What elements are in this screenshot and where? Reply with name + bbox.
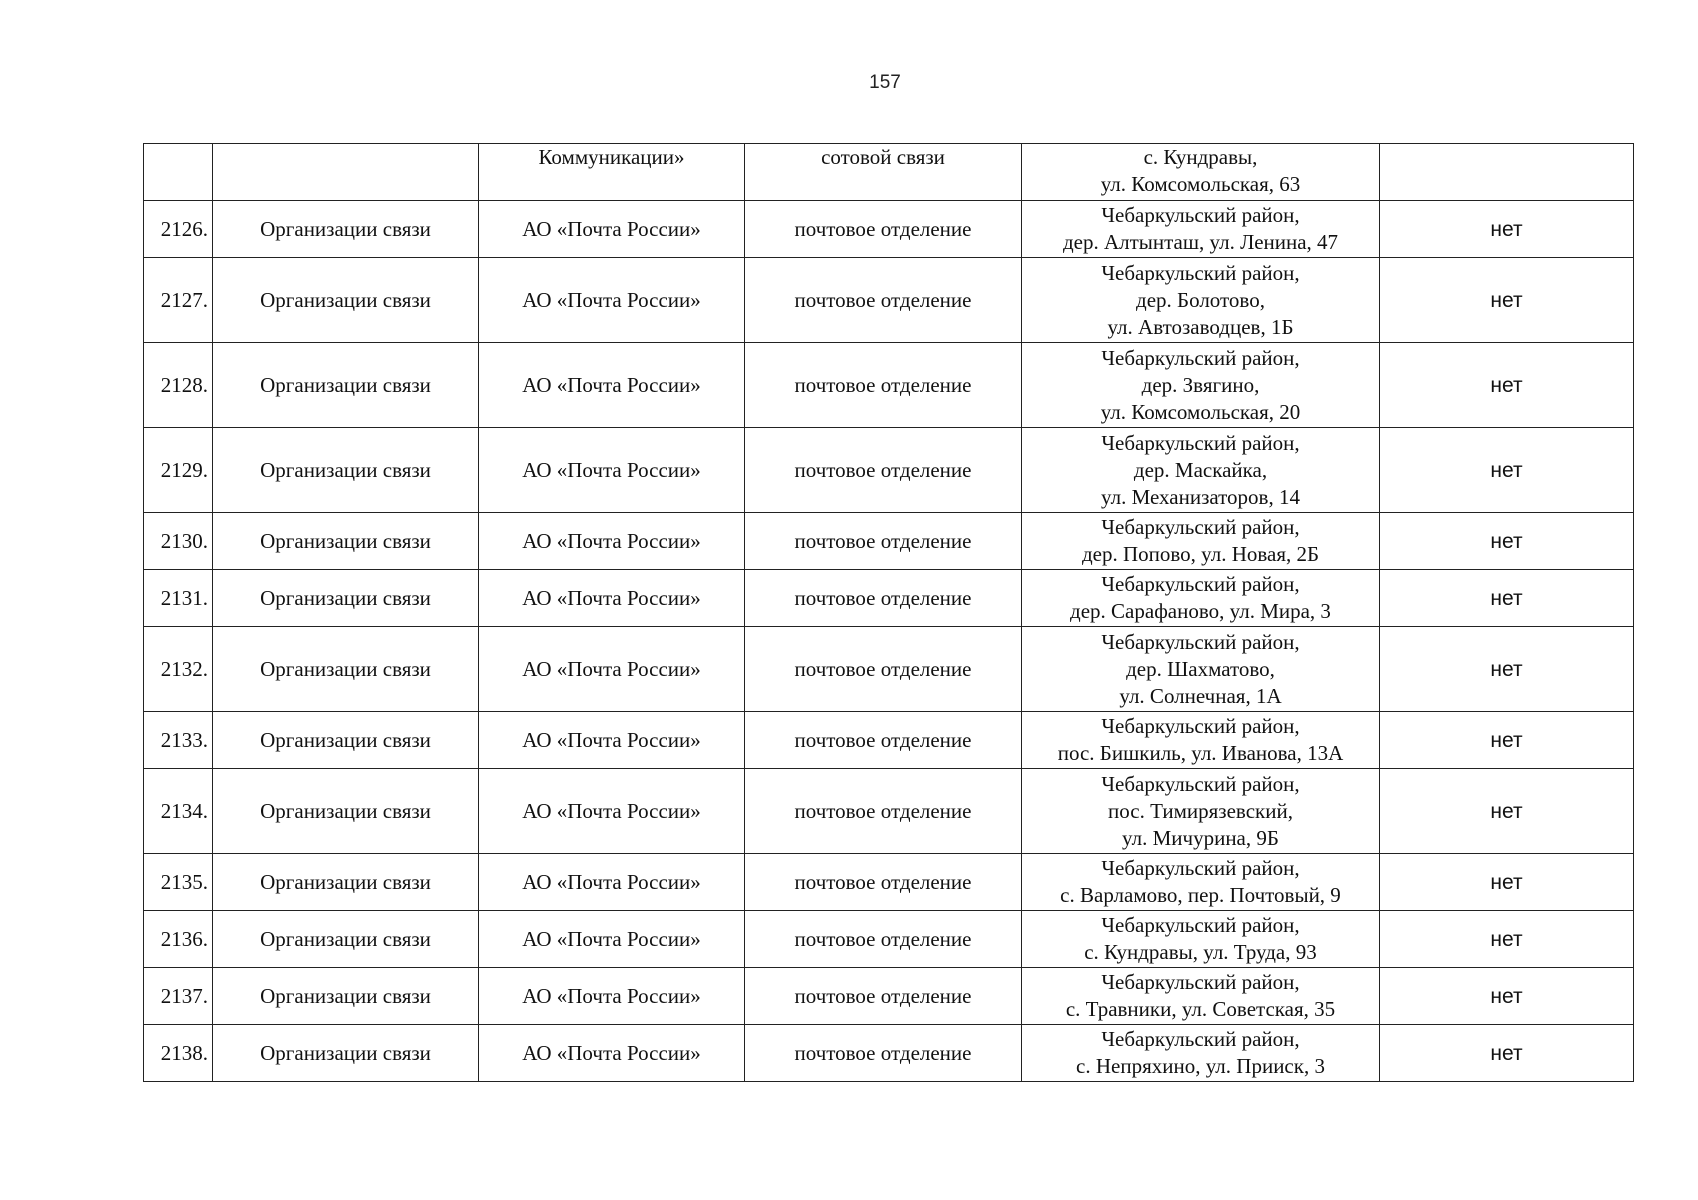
address-line: Чебаркульский район,	[1101, 572, 1300, 596]
category-cell: Организации связи	[213, 428, 479, 513]
address-line: дер. Попово, ул. Новая, 2Б	[1081, 542, 1320, 566]
address-line: с. Травники, ул. Советская, 35	[1065, 997, 1336, 1021]
object-type-cell: почтовое отделение	[745, 911, 1022, 968]
category-cell: Организации связи	[213, 911, 479, 968]
address-line: ул. Комсомольская, 20	[1100, 399, 1301, 424]
address-line: ул. Солнечная, 1А	[1119, 683, 1282, 708]
flag-cell: нет	[1380, 854, 1634, 911]
object-type-cell: почтовое отделение	[745, 1025, 1022, 1082]
address-cell	[1022, 1025, 1380, 1082]
address-line: Чебаркульский район,	[1101, 714, 1300, 738]
page-number: 157	[869, 72, 901, 93]
address-line: дер. Сарафаново, ул. Мира, 3	[1070, 599, 1331, 623]
organization-cell: АО «Почта России»	[479, 428, 745, 513]
address-cell	[1022, 854, 1380, 911]
object-type-cell: почтовое отделение	[745, 712, 1022, 769]
table-row-continuation	[144, 144, 1634, 201]
organization-cell: АО «Почта России»	[479, 570, 745, 627]
address-cell	[1022, 144, 1380, 201]
object-type-cell: почтовое отделение	[745, 769, 1022, 854]
object-type-cell: почтовое отделение	[745, 627, 1022, 712]
organization-cell: АО «Почта России»	[479, 769, 745, 854]
address-cell	[1022, 712, 1380, 769]
address-line: дер. Шахматово,	[1126, 656, 1275, 681]
category-cell: Организации связи	[213, 854, 479, 911]
flag-cell: нет	[1380, 1025, 1634, 1082]
address-line: Чебаркульский район,	[1101, 771, 1300, 796]
organization-cell: АО «Почта России»	[479, 854, 745, 911]
organization-cell: АО «Почта России»	[479, 513, 745, 570]
category-cell: Организации связи	[213, 258, 479, 343]
organization-cell: АО «Почта России»	[479, 968, 745, 1025]
organization-cell: АО «Почта России»	[479, 201, 745, 258]
registry-table	[143, 143, 1634, 1082]
address-line: с. Кундравы,	[1143, 145, 1258, 169]
object-type-cell: почтовое отделение	[745, 343, 1022, 428]
address-line: с. Непряхино, ул. Прииск, 3	[1076, 1054, 1325, 1078]
row-number-cell: 2126.	[144, 201, 213, 258]
category-cell: Организации связи	[213, 201, 479, 258]
row-number-cell: 2138.	[144, 1025, 213, 1082]
flag-cell: нет	[1380, 570, 1634, 627]
address-cell	[1022, 911, 1380, 968]
table-row	[144, 968, 1634, 1025]
flag-cell: нет	[1380, 201, 1634, 258]
address-line: Чебаркульский район,	[1101, 430, 1300, 455]
object-type-cell: почтовое отделение	[745, 968, 1022, 1025]
row-number-cell: 2130.	[144, 513, 213, 570]
address-cell	[1022, 343, 1380, 428]
address-line: с. Варламово, пер. Почтовый, 9	[1060, 883, 1341, 907]
address-line: Чебаркульский район,	[1101, 856, 1300, 880]
address-line: Чебаркульский район,	[1101, 203, 1300, 227]
registry-table-body	[144, 144, 1634, 1082]
object-type-cell: почтовое отделение	[745, 428, 1022, 513]
flag-cell: нет	[1380, 343, 1634, 428]
flag-cell: нет	[1380, 513, 1634, 570]
address-line: Чебаркульский район,	[1101, 970, 1300, 994]
organization-cell: Коммуникации»	[479, 144, 745, 201]
address-cell	[1022, 968, 1380, 1025]
flag-cell: нет	[1380, 258, 1634, 343]
address-cell	[1022, 258, 1380, 343]
address-line: Чебаркульский район,	[1101, 515, 1300, 539]
table-row	[144, 712, 1634, 769]
row-number-cell: 2134.	[144, 769, 213, 854]
category-cell	[213, 144, 479, 201]
table-row	[144, 513, 1634, 570]
table-row	[144, 570, 1634, 627]
address-line: Чебаркульский район,	[1101, 629, 1300, 654]
row-number-cell: 2135.	[144, 854, 213, 911]
row-number-cell: 2132.	[144, 627, 213, 712]
flag-cell	[1380, 144, 1634, 201]
category-cell: Организации связи	[213, 712, 479, 769]
table-row	[144, 911, 1634, 968]
flag-cell: нет	[1380, 968, 1634, 1025]
address-cell	[1022, 769, 1380, 854]
flag-cell: нет	[1380, 627, 1634, 712]
organization-cell: АО «Почта России»	[479, 712, 745, 769]
table-row	[144, 769, 1634, 854]
address-line: с. Кундравы, ул. Труда, 93	[1084, 940, 1317, 964]
object-type-cell: почтовое отделение	[745, 854, 1022, 911]
flag-cell: нет	[1380, 712, 1634, 769]
address-line: пос. Бишкиль, ул. Иванова, 13А	[1057, 741, 1344, 765]
object-type-cell: сотовой связи	[745, 144, 1022, 201]
address-line: ул. Комсомольская, 63	[1100, 172, 1301, 196]
address-line: ул. Автозаводцев, 1Б	[1107, 314, 1294, 339]
address-cell	[1022, 627, 1380, 712]
table-row	[144, 258, 1634, 343]
flag-cell: нет	[1380, 911, 1634, 968]
table-row	[144, 343, 1634, 428]
category-cell: Организации связи	[213, 570, 479, 627]
object-type-cell: почтовое отделение	[745, 570, 1022, 627]
address-cell	[1022, 570, 1380, 627]
category-cell: Организации связи	[213, 627, 479, 712]
organization-cell: АО «Почта России»	[479, 1025, 745, 1082]
row-number-cell: 2137.	[144, 968, 213, 1025]
flag-cell: нет	[1380, 769, 1634, 854]
category-cell: Организации связи	[213, 769, 479, 854]
object-type-cell: почтовое отделение	[745, 258, 1022, 343]
address-cell	[1022, 428, 1380, 513]
row-number-cell: 2127.	[144, 258, 213, 343]
category-cell: Организации связи	[213, 513, 479, 570]
category-cell: Организации связи	[213, 343, 479, 428]
organization-cell: АО «Почта России»	[479, 258, 745, 343]
address-line: ул. Механизаторов, 14	[1101, 484, 1300, 509]
address-line: дер. Алтынташ, ул. Ленина, 47	[1062, 230, 1339, 254]
row-number-cell	[144, 144, 213, 201]
address-cell	[1022, 513, 1380, 570]
address-line: Чебаркульский район,	[1101, 913, 1300, 937]
row-number-cell: 2129.	[144, 428, 213, 513]
address-line: пос. Тимирязевский,	[1108, 798, 1293, 823]
organization-cell: АО «Почта России»	[479, 627, 745, 712]
object-type-cell: почтовое отделение	[745, 513, 1022, 570]
row-number-cell: 2133.	[144, 712, 213, 769]
category-cell: Организации связи	[213, 1025, 479, 1082]
row-number-cell: 2128.	[144, 343, 213, 428]
table-row	[144, 854, 1634, 911]
table-row	[144, 627, 1634, 712]
address-cell	[1022, 201, 1380, 258]
table-row	[144, 1025, 1634, 1082]
address-line: ул. Мичурина, 9Б	[1122, 825, 1279, 850]
address-line: Чебаркульский район,	[1101, 260, 1300, 285]
address-line: Чебаркульский район,	[1101, 345, 1300, 370]
row-number-cell: 2136.	[144, 911, 213, 968]
row-number-cell: 2131.	[144, 570, 213, 627]
address-line: дер. Звягино,	[1141, 372, 1260, 397]
organization-cell: АО «Почта России»	[479, 343, 745, 428]
address-line: дер. Болотово,	[1136, 287, 1265, 312]
table-row	[144, 201, 1634, 258]
object-type-cell: почтовое отделение	[745, 201, 1022, 258]
category-cell: Организации связи	[213, 968, 479, 1025]
address-line: дер. Маскайка,	[1133, 457, 1268, 482]
organization-cell: АО «Почта России»	[479, 911, 745, 968]
address-line: Чебаркульский район,	[1101, 1027, 1300, 1051]
flag-cell: нет	[1380, 428, 1634, 513]
table-row	[144, 428, 1634, 513]
